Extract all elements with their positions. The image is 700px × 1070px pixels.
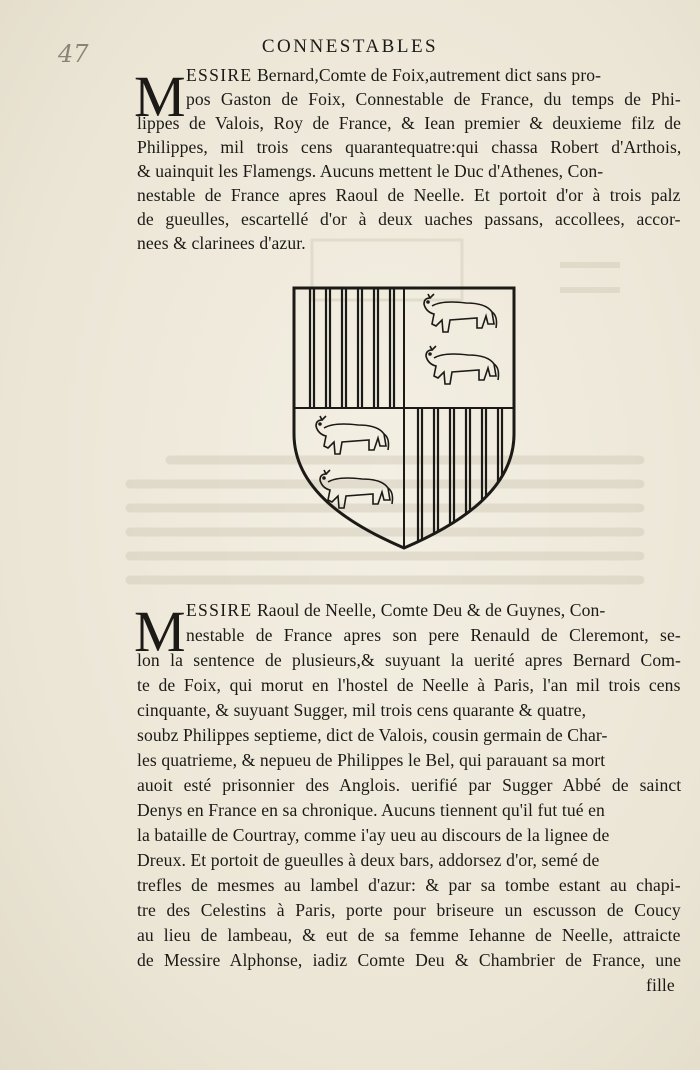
entry-2-line-4: te de Foix, qui morut en l'hostel de Neelle à Paris, l'an mil trois cens	[137, 675, 681, 695]
entry-2-line-10: la bataille de Courtray, comme i'ay ueu au discours de la lignee de	[137, 825, 610, 845]
entry-2-line-5: cinquante, & suyuant Sugger, mil trois cens quarante & quatre,	[137, 700, 587, 720]
entry-2-line-3: lon la sentence de plusieurs,& suyuant la uerité apres Bernard Com-	[137, 650, 681, 670]
entry-2-line-13: tre des Celestins à Paris, porte pour briseure un escusson de Coucy	[137, 900, 681, 920]
entry-2-line-2: nestable de France apres son pere Renauld de Cleremont, se-	[186, 625, 681, 645]
dropcap-entry-2: M	[134, 599, 186, 664]
dropcap-entry-1: M	[134, 64, 186, 129]
entry-1-line-4: Philippes, mil trois cens quarantequatre:qui chassa Robert d'Arthois,	[137, 137, 682, 157]
entry-1-line-5: & uainquit les Flamengs. Aucuns mettent le Duc d'Athenes, Con-	[137, 161, 604, 181]
entry-2-line-8: auoit esté prisonnier des Anglois. uerifié par Sugger Abbé de sainct	[137, 775, 682, 795]
entry-2-line-14: au lieu de lambeau, & eut de sa femme Iehanne de Neelle, attraicte	[137, 925, 681, 945]
coat-of-arms-woodcut	[290, 284, 518, 552]
page-number: 47	[58, 40, 89, 68]
catchword: fille	[646, 975, 675, 995]
entry-1-line-1: ESSIRE Bernard,Comte de Foix,autrement dict sans pro-	[186, 65, 602, 85]
entry-2-line-1: ESSIRE Raoul de Neelle, Comte Deu & de Guynes, Con-	[186, 600, 606, 620]
entry-1-line-8: nees & clarinees d'azur.	[137, 233, 306, 253]
entry-1-line-3: lippes de Valois, Roy de France, & Iean premier & deuxieme filz de	[137, 113, 682, 133]
entry-2-line-12: trefles de mesmes au lambel d'azur: & par sa tombe estant au chapi-	[137, 875, 681, 895]
running-head: CONNESTABLES	[261, 36, 439, 57]
entry-1-line-7: de gueulles, escartellé d'or à deux uaches passans, accollees, accor-	[137, 209, 681, 229]
entry-2-line-15: de Messire Alphonse, iadiz Comte Deu & Chambrier de France, une	[137, 950, 682, 970]
entry-2-lead-word: ESSIRE	[186, 600, 253, 620]
entry-2-line-7: les quatrieme, & nepueu de Philippes le Bel, qui parauant sa mort	[137, 750, 606, 770]
entry-2-line-11: Dreux. Et portoit de gueulles à deux bars, addorsez d'or, semé de	[137, 850, 600, 870]
entry-2-line-6: soubz Philippes septieme, dict de Valois, cousin germain de Char-	[137, 725, 608, 745]
entry-2-line-9: Denys en France en sa chronique. Aucuns tiennent qu'il fut tué en	[137, 800, 605, 820]
entry-1-line-6: nestable de France apres Raoul de Neelle. Et portoit d'or à trois palz	[137, 185, 681, 205]
entry-1-line-2: pos Gaston de Foix, Connestable de France, du temps de Phi-	[186, 89, 681, 109]
entry-1-lead-word: ESSIRE	[186, 65, 253, 85]
